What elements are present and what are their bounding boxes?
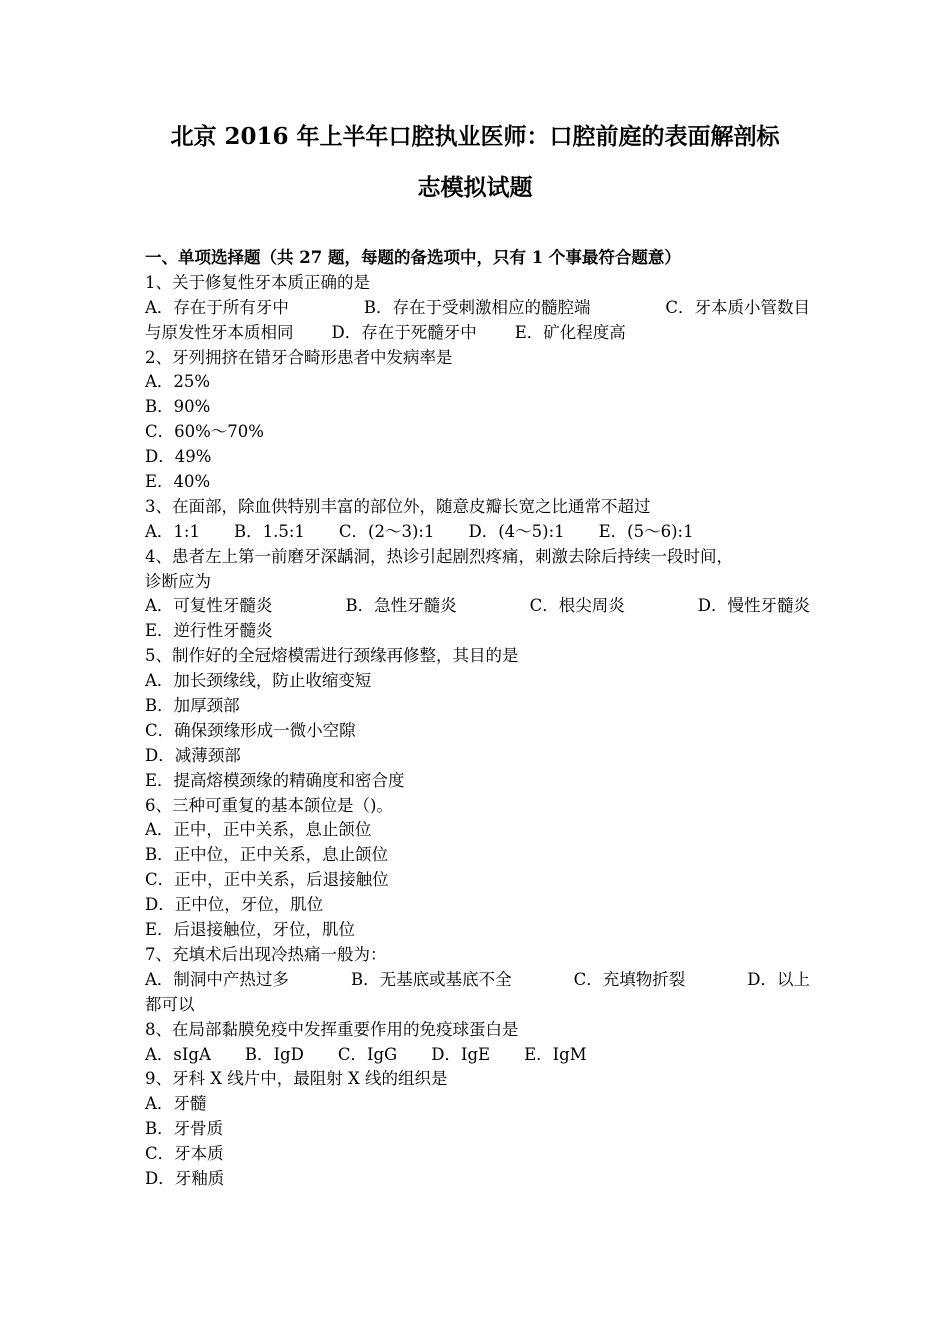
option-b: B．存在于受刺激相应的髓腔端 xyxy=(363,297,591,317)
option-d: D．减薄颈部 xyxy=(145,745,241,765)
option-d: D．(4～5):1 xyxy=(468,521,565,541)
options-row xyxy=(145,520,810,545)
option-e: E．IgM xyxy=(524,1044,587,1064)
question-stem: 1、关于修复性牙本质正确的是 xyxy=(145,272,370,292)
document-title-line2: 志模拟试题 xyxy=(417,174,533,201)
question-stem: 4、患者左上第一前磨牙深龋洞，热诊引起剧烈疼痛，刺激去除后持续一段时间， xyxy=(145,546,733,566)
option-c: C．充填物折裂 xyxy=(573,969,686,989)
question-stem: 8、在局部黏膜免疫中发挥重要作用的免疫球蛋白是 xyxy=(145,1019,519,1039)
option-a: A．加长颈缘线，防止收缩变短 xyxy=(145,671,372,691)
option-d: D．以上 xyxy=(747,969,810,989)
option-e: E．(5～6):1 xyxy=(598,521,694,541)
option-a: A．1:1 xyxy=(145,521,200,541)
option-a: A．sIgA xyxy=(145,1044,211,1064)
question-stem: 2、牙列拥挤在错牙合畸形患者中发病率是 xyxy=(145,347,453,367)
question-stem: 6、三种可重复的基本颌位是（)。 xyxy=(145,795,393,815)
options-row xyxy=(145,296,810,321)
option-b: B．急性牙髓炎 xyxy=(345,596,457,616)
option-a: A．制洞中产热过多 xyxy=(145,969,289,989)
option-a: A．牙髓 xyxy=(145,1094,207,1114)
question-stem: 5、制作好的全冠熔模需进行颈缘再修整，其目的是 xyxy=(145,646,519,666)
options-row xyxy=(145,968,810,993)
option-b: B．正中位，正中关系，息止颌位 xyxy=(145,845,389,865)
option-a: A．可复性牙髓炎 xyxy=(145,596,273,616)
option-d-continued: 都可以 xyxy=(145,994,195,1014)
question-stem: 9、牙科 X 线片中，最阻射 X 线的组织是 xyxy=(145,1069,448,1089)
options-row xyxy=(145,1043,810,1068)
option-d: D．49% xyxy=(145,447,212,467)
option-e: E．矿化程度高 xyxy=(514,322,626,342)
option-d: D．IgE xyxy=(431,1044,491,1064)
options-row xyxy=(145,594,810,619)
option-c: C．IgG xyxy=(337,1044,398,1064)
option-a: A．正中，正中关系，息止颌位 xyxy=(145,820,372,840)
option-d: D．牙釉质 xyxy=(145,1168,225,1188)
options-row xyxy=(145,321,810,346)
option-e: E．提高熔模颈缘的精确度和密合度 xyxy=(145,770,405,790)
option-a: A．25% xyxy=(145,372,211,392)
option-e: E．后退接触位，牙位，肌位 xyxy=(145,920,356,940)
option-c: C．牙本质小管数目 xyxy=(665,297,810,317)
option-b: B．1.5:1 xyxy=(233,521,305,541)
option-c: C．(2～3):1 xyxy=(338,521,435,541)
option-b: B．加厚颈部 xyxy=(145,696,240,716)
option-e: E．40% xyxy=(145,472,211,492)
option-c-continued: 与原发性牙本质相同 xyxy=(145,322,294,342)
option-e: E．逆行性牙髓炎 xyxy=(145,621,273,641)
option-c: C．根尖周炎 xyxy=(529,596,625,616)
section-heading: 一、单项选择题（共 27 题，每题的备选项中，只有 1 个事最符合题意） xyxy=(145,248,681,267)
option-b: B．90% xyxy=(145,397,211,417)
option-c: C．牙本质 xyxy=(145,1144,224,1164)
document-title-line1: 北京 2016 年上半年口腔执业医师：口腔前庭的表面解剖标 xyxy=(170,123,780,150)
option-d: D．慢性牙髓炎 xyxy=(697,596,810,616)
option-d: D．正中位，牙位，肌位 xyxy=(145,895,324,915)
document-body xyxy=(145,246,810,1192)
question-stem: 3、在面部，除血供特别丰富的部位外，随意皮瓣长宽之比通常不超过 xyxy=(145,496,651,516)
option-c: C．正中，正中关系，后退接触位 xyxy=(145,870,389,890)
option-d: D．存在于死髓牙中 xyxy=(331,322,477,342)
question-stem: 7、充填术后出现冷热痛一般为： xyxy=(145,944,387,964)
option-b: B．牙骨质 xyxy=(145,1119,224,1139)
question-stem-continued: 诊断应为 xyxy=(145,571,211,591)
option-b: B．无基底或基底不全 xyxy=(350,969,512,989)
option-c: C．确保颈缘形成一微小空隙 xyxy=(145,720,356,740)
option-c: C．60%～70% xyxy=(145,422,264,442)
option-a: A．存在于所有牙中 xyxy=(145,297,289,317)
option-b: B．IgD xyxy=(244,1044,304,1064)
